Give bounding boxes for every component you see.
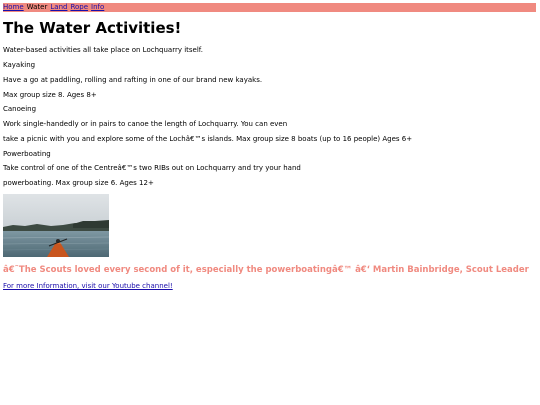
nav-water-current: Water <box>26 3 48 11</box>
powerboating-description: Take control of one of the Centreâ€™s two RIBs out on Lochquarry and try your hand <box>3 164 301 172</box>
kayaking-heading: Kayaking <box>3 61 36 69</box>
nav-home-link[interactable]: Home <box>3 3 24 11</box>
powerboating-heading: Powerboating <box>3 150 51 158</box>
nav-info-link[interactable]: Info <box>91 3 105 11</box>
nav-rope-link[interactable]: Rope <box>70 3 89 11</box>
canoeing-description: Work single-handedly or in pairs to canoe the length of Lochquarry. You can even <box>3 120 288 128</box>
kayaking-details: Max group size 8. Ages 8+ <box>3 91 97 99</box>
kayaking-description: Have a go at paddling, rolling and rafting in one of our brand new kayaks. <box>3 76 263 84</box>
nav-land-link[interactable]: Land <box>50 3 68 11</box>
kayak-photo <box>3 194 109 257</box>
page-title: The Water Activities! <box>3 19 182 37</box>
powerboating-details: powerboating. Max group size 6. Ages 12+ <box>3 179 154 187</box>
youtube-channel-link[interactable]: For more Information, visit our Youtube channel! <box>3 282 173 290</box>
canoeing-details: take a picnic with you and explore some of the Lochâ€™s islands. Max group size 8 boats (up to 16 people) Ages 6+ <box>3 135 413 143</box>
canoeing-heading: Canoeing <box>3 105 37 113</box>
nav-bar <box>3 3 536 12</box>
testimonial-quote: â€˜The Scouts loved every second of it, especially the powerboatingâ€™ â€‘ Martin Bainbridge, Scout Leader <box>3 265 529 275</box>
intro-text: Water-based activities all take place on Lochquarry itself. <box>3 46 203 54</box>
